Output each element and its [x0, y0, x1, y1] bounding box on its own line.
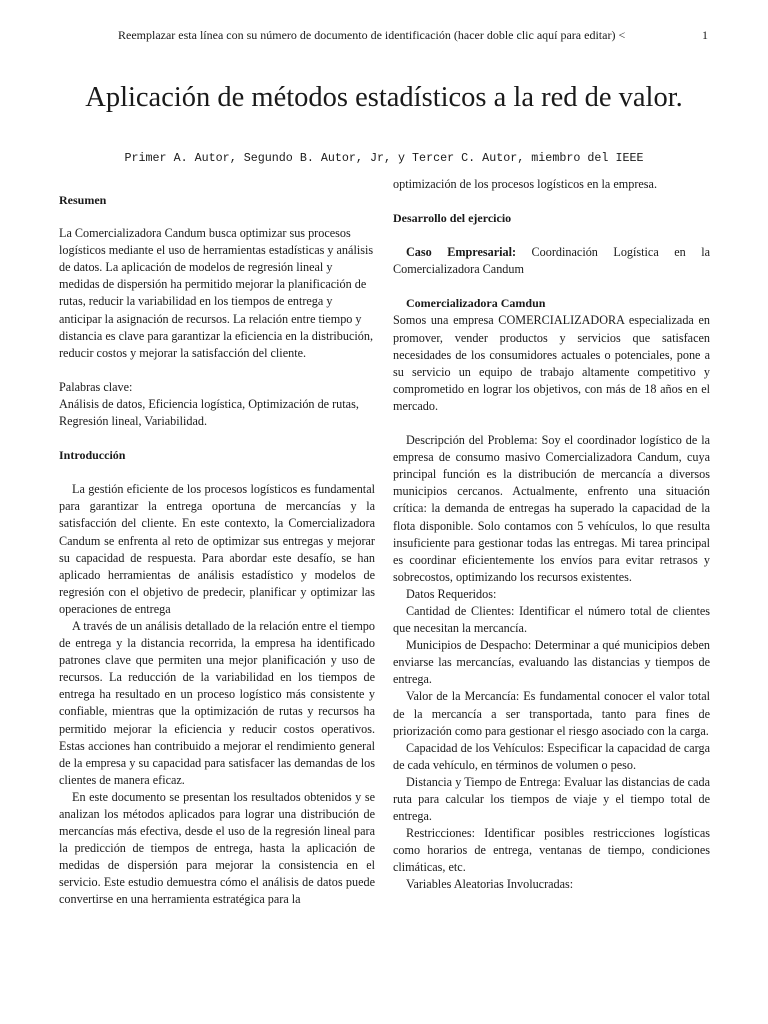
list-item: Restricciones: Identificar posibles restricciones logísticas como horarios de entrega, ventanas de tiempo, condiciones climáticas, etc. [393, 826, 710, 875]
development-heading: Desarrollo del ejercicio [393, 211, 512, 226]
list-item: Variables Aleatorias Involucradas: [406, 877, 574, 892]
right-column [393, 176, 710, 894]
paper-title: Aplicación de métodos estadísticos a la red de valor. [85, 82, 683, 113]
abstract-heading: Resumen [59, 193, 107, 207]
list-item: Datos Requeridos: [406, 586, 497, 601]
intro-paragraph-3: En este documento se presentan los resultados obtenidos y se analizan los métodos aplicados para lograr una distribución de mercancías más efectiva, desde el uso de la regresión lineal para la predicción de tiempos de entrega, hasta la aplicación de medidas de dispersión para mejorar la consistencia en el servicio. Este estudio demuestra cómo el análisis de datos puede convertirse en una herramienta estratégica para la [59, 789, 375, 907]
intro-paragraph-2: A través de un análisis detallado de la relación entre el tiempo de entrega y la distancia recorrida, la empresa ha identificado patrones clave que permiten una mejor planificación y uso de recursos. La reducción de la variabilidad en los tiempos de entrega ha resultado en un proceso logístico más consistente y confiable, mientras que la optimización de rutas y recursos ha permitido mejorar la eficiencia y reducir costos operativos. Estas acciones han contribuido a mejorar el rendimiento general de la empresa y su capacidad para satisfacer las demandas de los clientes de manera eficaz. [59, 618, 375, 787]
page-number: 1 [702, 28, 708, 42]
list-item: Valor de la Mercancía: Es fundamental conocer el valor total de la mercancía a ser transportada, tanto para fines de priorización como para gestionar el riesgo asociado con la carga. [393, 689, 710, 738]
case-text: Coordinación Logística en la Comercializadora Candum [393, 245, 711, 277]
list-item: Municipios de Despacho: Determinar a qué municipios deben enviarse las mercancías, evaluando las distancias y tiempos de entrega. [393, 638, 710, 687]
intro-paragraph-1: La gestión eficiente de los procesos logísticos es fundamental para garantizar la entrega oportuna de mercancías y la satisfacción del cliente. En este contexto, la Comercializadora Candum se enfrenta al reto de optimizar sus entregas y mejorar su capacidad de respuesta. Para abordar este desafío, se han aplicado herramientas de análisis estadístico y modelos de regresión con el objetivo de predecir, planificar y optimizar las operaciones de entrega [59, 482, 375, 616]
case-label: Caso Empresarial: [406, 245, 517, 260]
company-description: Somos una empresa COMERCIALIZADORA especializada en promover, vender productos y servicios que satisfacen necesidades de los consumidores actuales o potenciales, pone a su servicio un equipo de trabajo altamente competitivo y comprometido en lograr los objetivos, con más de 18 años en el mercado. [393, 313, 710, 413]
abstract-text: La Comercializadora Candum busca optimizar sus procesos logísticos mediante el uso de herramientas estadísticas y análisis de datos. La aplicación de modelos de regresión lineal y medidas de dispersión ha permitido mejorar la planificación de rutas, reducir la variabilidad en los tiempos de entrega y anticipar la asignación de recursos. La relación entre tiempo y distancia es clave para garantizar la eficiencia en la distribución, reducir costos y mejorar la satisfacción del cliente. [59, 226, 374, 360]
left-column [59, 192, 375, 909]
list-item: Cantidad de Clientes: Identificar el número total de clientes que necesitan la mercancía. [393, 603, 710, 636]
author-list: Primer A. Autor, Segundo B. Autor, Jr, y Tercer C. Autor, miembro del IEEE [124, 151, 644, 165]
list-item: Capacidad de los Vehículos: Especificar la capacidad de carga de cada vehículo, en términos de volumen o peso. [393, 740, 710, 772]
problem-description: Descripción del Problema: Soy el coordinador logístico de la empresa de consumo masivo Comercializadora Candum, cuya principal función es la distribución de mercancía a diversos municipios cercanos. Actualmente, enfrento una situación crítica: la demanda de entregas ha superado la capacidad de la flota disponible. Solo contamos con 5 vehículos, lo que resulta insuficiente para gestionar todas las entregas. Mi tarea principal es coordinar eficientemente los envíos para evitar retrasos y sobrecostos, optimizando los recursos existentes. [393, 433, 710, 584]
keywords-text: Análisis de datos, Eficiencia logística, Optimización de rutas, Regresión lineal, Variabilidad. [59, 396, 359, 429]
company-heading: Comercializadora Camdun [406, 296, 546, 311]
continuation-text: optimización de los procesos logísticos en la empresa. [393, 177, 657, 191]
keywords-label: Palabras clave: [59, 379, 133, 394]
case-paragraph [393, 244, 710, 278]
introduction-heading: Introducción [59, 448, 126, 463]
running-header[interactable]: Reemplazar esta línea con su número de documento de identificación (hacer doble clic aquí para editar) < [118, 28, 626, 42]
list-item: Distancia y Tiempo de Entrega: Evaluar las distancias de cada ruta para calcular los tiempos de viaje y el tiempo total de entrega. [393, 774, 710, 824]
